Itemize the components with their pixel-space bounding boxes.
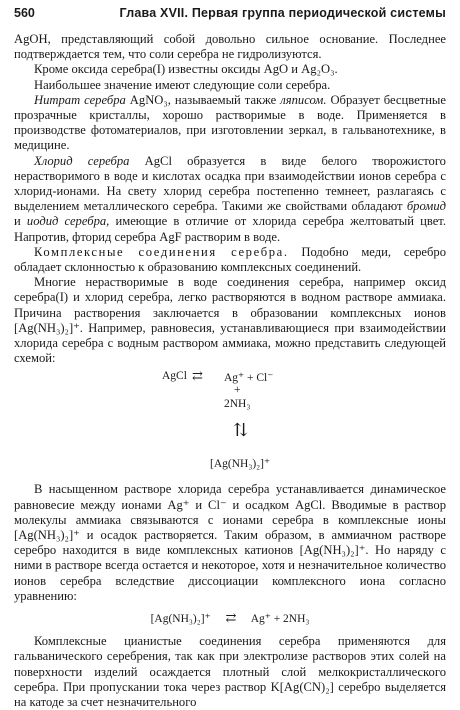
term-silver-nitrate: Нитрат серебра [34, 92, 126, 107]
page-header [14, 6, 446, 26]
dissociation-equation [14, 610, 446, 626]
term-lapis: ляписом. [280, 92, 327, 107]
page-number: 560 [14, 6, 35, 20]
paragraph-ammonia: Многие нерастворимые в воде соединения серебра, например оксид серебра(I) и хлорид серебра, легко растворяются в водном растворе аммиака. Причина растворения заключается в образовании комплексных ионов [Ag(NH₃)₂]⁺. Например, равновесия, устанавливающиеся при взаимодействии хлорида серебра с водным раствором аммиака, можно представить следующей схемой: [14, 275, 446, 366]
scheme-equilibrium-arrow: ⇄ [192, 368, 203, 384]
equation-arrow: ⇄ [225, 610, 237, 626]
equilibrium-scheme [14, 368, 446, 478]
scheme-nh3: 2NH₃ [224, 398, 251, 411]
paragraph-silver-chloride: Хлорид серебра AgCl образуется в виде белого творожистого нерастворимого в воде и кислотах осадка при взаимодействии ионов серебра с хлорид-ионами. На свету хлорид серебра постепенно темнеет, разлагаясь с выделением металлического серебра. Такими же свойствами обладают бромид и иодид серебра, имеющие в отличие от хлорида серебра желтоватый цвет. Напротив, фторид серебра AgF растворим в воде. [14, 153, 447, 244]
term-bromide: бромид [406, 199, 446, 214]
paragraph-dynamic-equilibrium: В насыщенном растворе хлорида серебра устанавливается динамическое равновесие между ионами Ag⁺ и Cl⁻ и осадком AgCl. Вводимые в раствор молекулы аммиака связываются с ионами серебра в комплексные ионы [Ag(NH₃)₂]⁺ и осадок растворяется. Таким образом, в аммиачном растворе серебро находится в виде комплексных катионов [Ag(NH₃)₂]⁺. Но наряду с ними в растворе всегда остается и некоторое, хотя и незначительное количество ионов серебра вследствие диссоциации комплексного иона согласно уравнению: [14, 482, 446, 603]
paragraph-2: Кроме оксида серебра(I) известны оксиды AgO и Ag₂O₃. [34, 62, 338, 77]
paragraph-complexes: Комплексные соединения серебра. Подобно меди, серебро обладает склонностью к образованию комплексных соединений. [14, 244, 446, 275]
paragraph-1: AgOH, представляющий собой довольно сильное основание. Последнее подтверждается тем, что соли серебра не гидролизуются. [14, 32, 446, 62]
chapter-title: Глава XVII. Первая группа периодической системы [119, 6, 446, 20]
scheme-ions: Ag⁺ + Cl⁻ [224, 372, 274, 385]
term-complex-compounds: Комплексные соединения серебра. [34, 244, 289, 259]
equation-right: Ag⁺ + 2NH₃ [250, 613, 310, 626]
paragraph-3: Наибольшее значение имеют следующие соли серебра. [34, 77, 331, 92]
paragraph-cyanide: Комплексные цианистые соединения серебра применяются для гальванического серебрения, так как при электролизе растворов этих солей на поверхности изделий осаждается плотный слой мелкокристаллического серебра. При пропускании тока через раствор K[Ag(CN)₂] серебро выделяется на катоде за счет незначительного [14, 634, 446, 709]
scheme-plus: + [234, 384, 241, 397]
scheme-agcl: AgCl [162, 370, 187, 383]
term-silver-chloride: Хлорид серебра [34, 153, 130, 168]
paragraph-silver-nitrate: Нитрат серебра AgNO₃, называемый также ляписом. Образует бесцветные прозрачные кристаллы, хорошо растворимые в воде. Применяется в производстве фотоматериалов, при изготовлении зеркал, в гальванотехнике, в медицине. [14, 92, 446, 153]
equation-left: [Ag(NH₃)₂]⁺ [150, 613, 211, 626]
scheme-vertical-arrow: ⇅ [233, 420, 249, 441]
term-iodide: иодид серебра, [26, 214, 110, 229]
scheme-complex-ion: [Ag(NH₃)₂]⁺ [210, 458, 271, 471]
